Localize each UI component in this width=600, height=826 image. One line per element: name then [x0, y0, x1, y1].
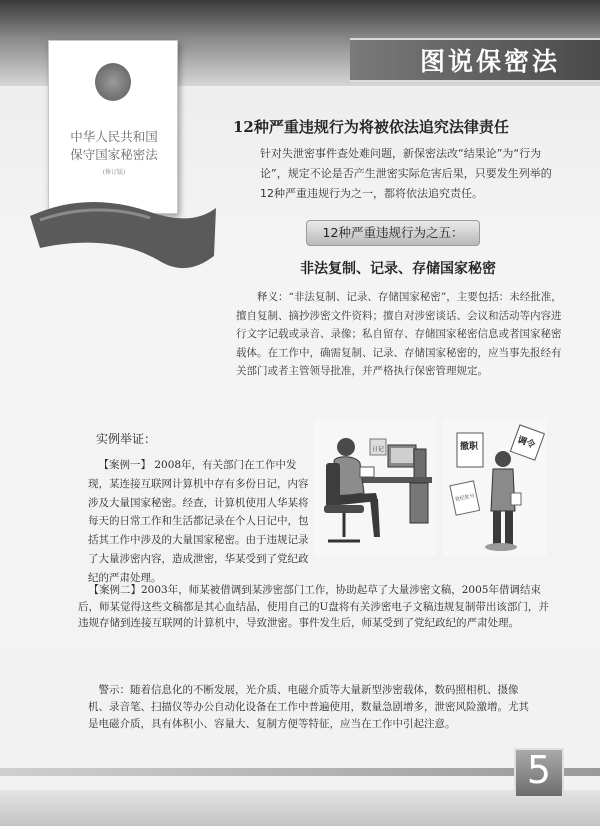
bottom-shade	[0, 790, 600, 826]
illustration-computer-user	[314, 419, 436, 556]
column-title: 图说保密法	[419, 47, 560, 76]
sign-dismissal: 撤职	[460, 442, 479, 452]
case-one	[88, 456, 313, 588]
paper-label: 党纪处分	[454, 493, 476, 504]
calendar-label: 日记	[372, 446, 385, 453]
book-edition: (修订版)	[102, 169, 126, 176]
examples-heading: 实例举证：	[96, 432, 157, 446]
case-two-text: 【案例二】2003年，师某被借调到某涉密部门工作，协助起草了大量涉密文稿，2005年借调结束后，师某觉得这些文稿都是其心血结晶，使用自己的U盘将有关涉密电子文稿违规复制带出该部门，并违规存储到连接互联网的计算机中，导致泄密。事件发生后，师某受到了党纪政纪的严肃处理。	[78, 584, 549, 630]
case-two	[78, 582, 558, 632]
warning-text: 警示：随着信息化的不断发展，光介质、电磁介质等大量新型涉密载体，数码照相机、摄像机、录音笔、扫描仪等办公自动化设备在工作中普遍使用，数量急剧增多，泄密风险激增。尤其是电磁介质，具有体积小、容量大、复制方便等特征，应当在工作中引起注意。	[88, 684, 529, 730]
intro-paragraph	[260, 144, 560, 204]
ribbon-decoration	[30, 186, 220, 276]
intro-text: 针对失泄密事件查处难问题，新保密法改“结果论”为“行为论”，规定不论是否产生泄密实际危害后果，只要发生列举的12种严重违规行为之一，都将依法追究责任。	[260, 147, 552, 200]
footer-band	[0, 768, 600, 776]
book-title-line2: 保守国家秘密法	[70, 147, 158, 162]
section-pill: 12种严重违规行为之五：	[306, 220, 480, 246]
illustration-dismissal-signs	[443, 419, 547, 556]
case-one-text: 【案例一】 2008年，有关部门在工作中发现，某连接互联网计算机中存有多份日记，内容涉及大量国家秘密。经查，计算机使用人华某将每天的日常工作和生活都记录在个人日记中，包括其工作中涉及的大量国家秘密。由于违规记录了大量涉密内容，造成泄密，华某受到了党纪政纪的严肃处理。	[88, 459, 309, 584]
page-number: 5	[526, 748, 552, 792]
national-emblem-icon	[95, 63, 131, 101]
warning-block	[88, 682, 538, 733]
page-number-box	[514, 748, 564, 798]
sign-transfer: 调令	[515, 435, 537, 451]
section-title: 非法复制、记录、存储国家秘密	[300, 261, 496, 277]
definition-text: 释义：“非法复制、记录、存储国家秘密”，主要包括：未经批准，擅自复制、摘抄涉密文件资料；擅自对涉密谈话、会议和活动等内容进行文字记载或录音、录像；私自留存、存储国家秘密信息或者国家秘密载体。在工作中，确需复制、记录、存储国家秘密的，应当事先报经有关部门或者主管领导批准，并严格执行保密管理规定。	[236, 291, 562, 377]
article-headline: 12种严重违规行为将被依法追究法律责任	[233, 118, 509, 136]
column-banner	[350, 38, 600, 82]
definition-block	[236, 288, 570, 381]
book-title-line1: 中华人民共和国	[70, 129, 158, 144]
